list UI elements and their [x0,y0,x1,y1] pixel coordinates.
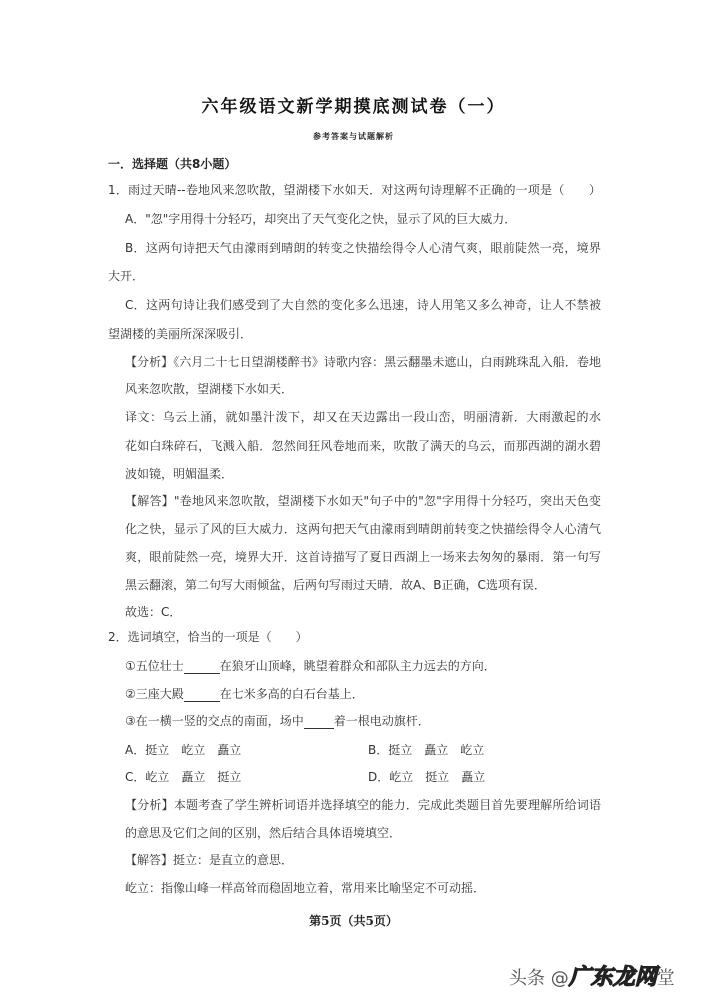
fill-blank [184,661,220,674]
watermark-suffix: 堂 [656,968,675,989]
q2-analysis-cont: 的意思及它们之间的区别，然后结合具体语境填空． [125,826,402,840]
q2-sentence-2 [125,686,364,702]
q2-answer: 【解答】挺立：是直立的意思． [125,853,294,867]
q1-analysis-cont: 风来忽吹散，望湖楼下水如天． [125,382,294,396]
q1-translation: 译文：乌云上涌，就如墨汁泼下，却又在天边露出一段山峦，明丽清新．大雨激起的水 [125,410,601,424]
document-title: 六年级语文新学期摸底测试卷（一） [201,97,506,117]
watermark-logo: 广东龙网 [568,965,657,990]
q2-sentence-1 [125,658,496,674]
q1-answer-end: 黑云翻滚，第二句写大雨倾盆，后两句写雨过天晴．故A、B正确，C选项有误． [125,578,546,592]
s2-a: ②三座大殿 [125,687,184,701]
q1-answer-cont2: 爽，眼前陡然一亮，境界大开．这首诗描写了夏日西湖上一场来去匆匆的暴雨．第一句写 [125,550,601,564]
q1-translation-end: 波如镜，明媚温柔． [125,467,234,481]
q2-option-b: B．挺立 矗立 屹立 [368,743,485,757]
document-subtitle: 参考答案与试题解析 [313,132,394,141]
fill-blank [304,716,334,729]
q1-option-c: C．这两句诗让我们感受到了大自然的变化多么迅速，诗人用笔又多么神奇，让人不禁被 [125,298,601,312]
watermark [509,960,675,991]
s2-b: 在七米多高的白石台基上． [219,687,364,701]
q1-analysis: 【分析】《六月二十七日望湖楼醉书》诗歌内容：黑云翻墨未遮山，白雨跳珠乱入船．卷地 [125,355,601,369]
watermark-prefix: 头条 @ [509,968,569,989]
q2-analysis: 【分析】本题考查了学生辨析词语并选择填空的能力．完成此类题目首先要理解所给词语 [125,798,601,812]
q1-answer: 【解答】"卷地风来忽吹散，望湖楼下水如天"句子中的"忽"字用得十分轻巧，突出天色变 [125,494,601,508]
q2-sentence-3 [125,713,430,729]
s1-b: 在狼牙山顶峰，眺望着群众和部队主力远去的方向． [219,659,496,673]
q1-option-a: A．"忽"字用得十分轻巧，却突出了天气变化之快，显示了风的巨大威力． [125,212,517,226]
q2-option-a: A．挺立 屹立 矗立 [125,743,242,757]
q1-translation-cont: 花如白珠碎石，飞溅入船．忽然间狂风卷地而来，吹散了满天的乌云，而那西湖的湖水碧 [125,439,601,453]
q1-option-c-cont: 望湖楼的美丽所深深吸引． [108,327,253,341]
q1-answer-cont: 化之快，显示了风的巨大威力．这两句把天气由濛雨到晴朗前转变之快描绘得令人心清气 [125,522,601,536]
s1-a: ①五位壮士 [125,659,184,673]
fill-blank [184,689,220,702]
s3-a: ③在一横一竖的交点的南面，场中 [125,714,304,728]
page-footer: 第5页（共5页） [309,914,398,928]
q2-stem: 2．选词填空，恰当的一项是（ ） [108,630,308,644]
q1-stem: 1．雨过天晴--卷地风来忽吹散，望湖楼下水如天．对这两句诗理解不正确的一项是（ ） [108,183,601,197]
q1-option-b-cont: 大开． [108,269,145,283]
q1-option-b: B．这两句诗把天气由濛雨到晴朗的转变之快描绘得令人心清气爽，眼前陡然一亮，境界 [125,241,601,255]
q2-option-c: C．屹立 矗立 挺立 [125,770,242,784]
q2-option-d: D．屹立 挺立 矗立 [368,770,486,784]
q1-choice: 故选：C． [125,605,182,619]
q2-yili: 屹立：指像山峰一样高耸而稳固地立着，常用来比喻坚定不可动摇． [125,881,486,895]
section-heading: 一．选择题（共8小题） [108,157,237,171]
s3-b: 着一根电动旗杆． [333,714,430,728]
